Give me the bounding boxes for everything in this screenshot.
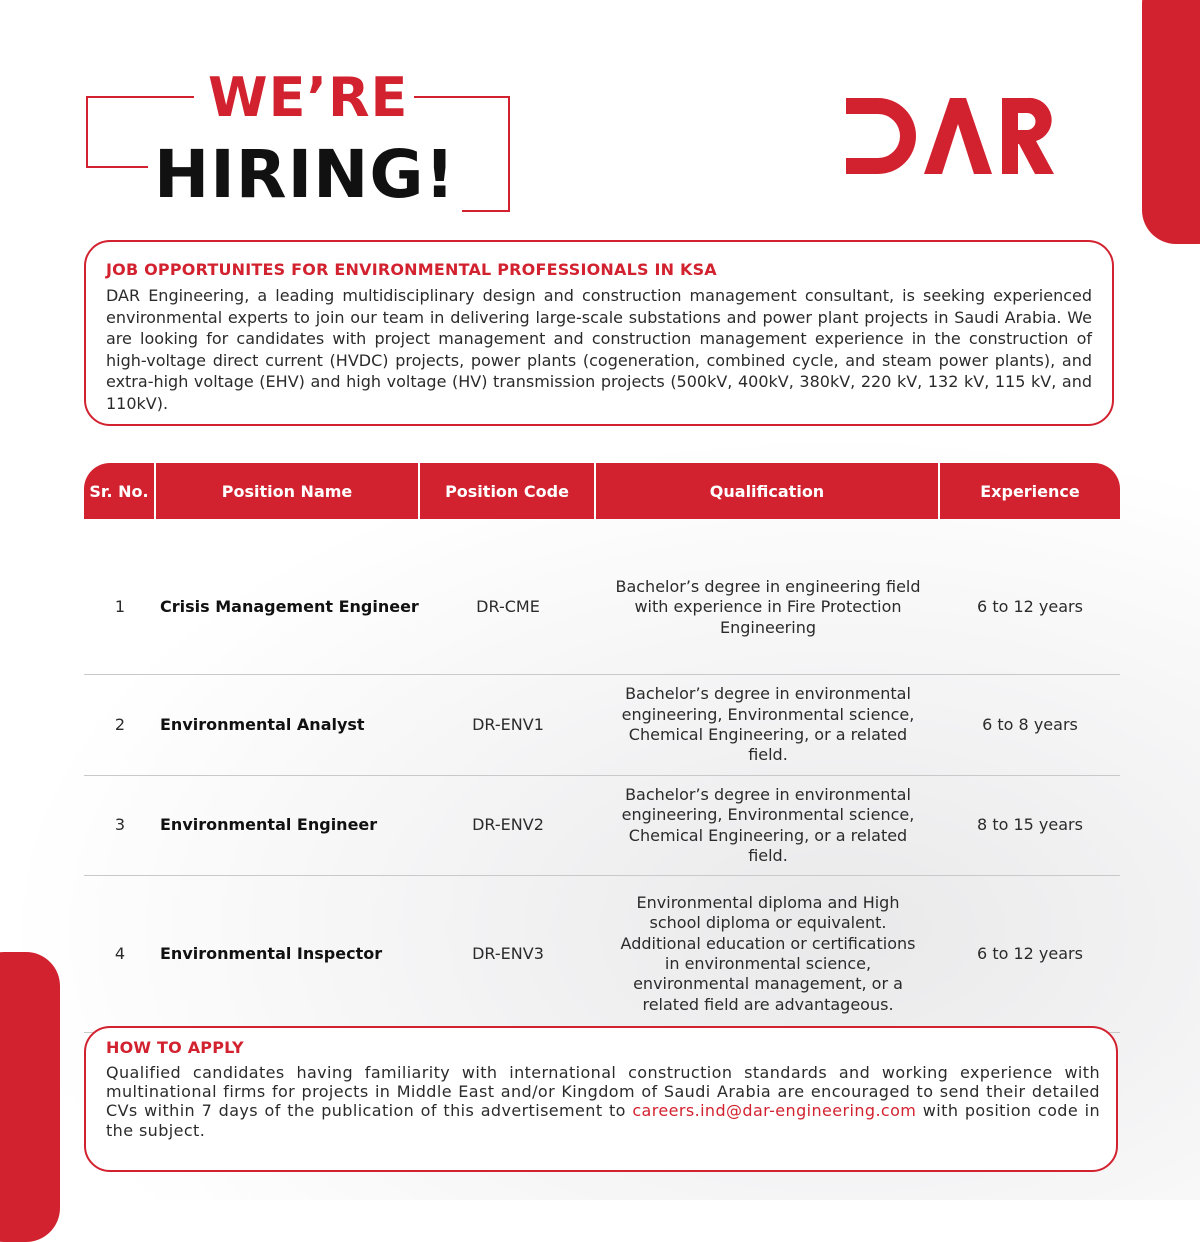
header-qualification: Qualification — [596, 463, 940, 519]
header-position-code: Position Code — [420, 463, 596, 519]
decorative-red-bar-right — [1142, 0, 1200, 244]
table-row — [84, 675, 1120, 776]
cell-sr-no: 4 — [114, 943, 126, 963]
cell-qualification: Environmental diploma and High school diploma or equivalent. Additional education or certifications in environmental science, environmental management, or a related field are advantageous. — [620, 892, 916, 1014]
dar-logo-mark — [846, 96, 1056, 176]
cell-position-name: Environmental Engineer — [160, 815, 378, 835]
cell-experience: 6 to 12 years — [977, 943, 1083, 963]
headline-frame — [86, 96, 194, 98]
table-header — [84, 463, 1120, 519]
intro-body: DAR Engineering, a leading multidisciplinary design and construction management consultant, is seeking experienced environmental experts to join our team in delivering large-scale substations and power plant projects in Saudi Arabia. We are looking for candidates with project management and construction management experience in the construction of high-voltage direct current (HVDC) projects, power plants (cogeneration, combined cycle, and steam power plants), and extra-high voltage (EHV) and high voltage (HV) transmission projects (500kV, 400kV, 380kV, 220 kV, 132 kV, 115 kV, and 110kV). — [106, 286, 1092, 413]
table-row — [84, 541, 1120, 675]
table-row — [84, 776, 1120, 876]
cell-sr-no: 3 — [114, 815, 126, 835]
cell-qualification: Bachelor’s degree in environmental engineering, Environmental science, Chemical Engineering, or a related field. — [621, 784, 915, 865]
cell-experience: 6 to 12 years — [977, 597, 1083, 617]
cell-position-name: Environmental Inspector — [160, 943, 383, 963]
cell-experience: 6 to 8 years — [982, 714, 1078, 734]
apply-body-text: Qualified candidates having familiarity with international construction standards and working experience with multinational firms for projects in Middle East and/or Kingdom of Saudi Arabia are encouraged to send their detailed CVs within 7 days of the publication of this advertisement to — [106, 1063, 1100, 1121]
headline-were: WE’RE — [208, 66, 409, 129]
cell-position-code: DR-ENV3 — [472, 943, 544, 963]
headline-frame — [86, 96, 88, 168]
apply-body — [106, 1063, 1100, 1140]
cell-experience: 8 to 15 years — [977, 815, 1083, 835]
apply-title: HOW TO APPLY — [106, 1038, 244, 1057]
cell-sr-no: 1 — [114, 597, 126, 617]
cell-position-name: Environmental Analyst — [160, 714, 365, 734]
headline-hiring: HIRING! — [154, 136, 456, 213]
hiring-headline — [84, 62, 514, 212]
headline-frame — [462, 210, 510, 212]
cell-position-code: DR-ENV2 — [472, 815, 544, 835]
table-row — [84, 876, 1120, 1033]
apply-body-end: with position code in the subject. — [106, 1101, 1100, 1140]
header-position-name: Position Name — [156, 463, 420, 519]
how-to-apply-box — [84, 1026, 1118, 1172]
headline-frame — [86, 166, 148, 168]
cell-position-code: DR-CME — [476, 597, 540, 617]
cell-position-name: Crisis Management Engineer — [160, 597, 419, 617]
decorative-red-bar-left — [0, 952, 60, 1242]
cell-qualification: Bachelor’s degree in engineering field with experience in Fire Protection Engineering — [615, 576, 921, 637]
header-sr-no: Sr. No. — [84, 463, 156, 519]
cell-position-code: DR-ENV1 — [472, 714, 544, 734]
cell-sr-no: 2 — [114, 714, 126, 734]
headline-frame — [508, 96, 510, 212]
apply-email-link[interactable]: careers.ind@dar-engineering.com — [632, 1101, 917, 1121]
positions-table — [84, 463, 1120, 1033]
intro-box — [84, 240, 1114, 426]
cell-qualification: Bachelor’s degree in environmental engineering, Environmental science, Chemical Engineering, or a related field. — [621, 684, 915, 765]
intro-title: JOB OPPORTUNITES FOR ENVIRONMENTAL PROFESSIONALS IN KSA — [106, 260, 717, 279]
dar-logo — [846, 96, 1056, 176]
header-experience: Experience — [980, 481, 1080, 501]
headline-frame — [414, 96, 510, 98]
